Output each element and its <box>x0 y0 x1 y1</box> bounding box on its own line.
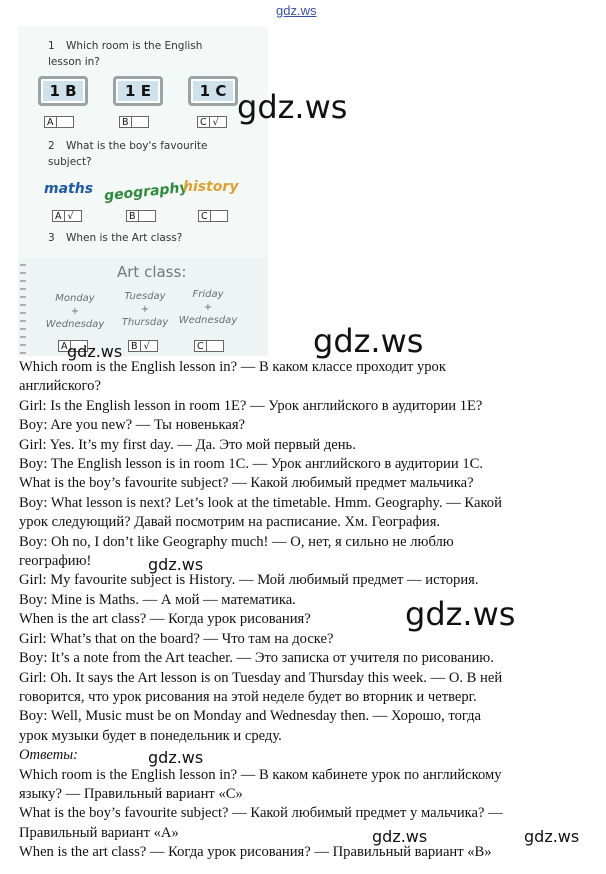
art-option-c: Friday + Wednesday <box>178 289 238 326</box>
text-line: Boy: Well, Music must be on Monday and Wednesday then. — Хорошо, тогда <box>19 708 482 725</box>
q1-answer-box-a: A <box>44 116 74 128</box>
textbook-exercise-image <box>18 26 268 356</box>
question-1: 1 Which room is the English lesson in? <box>48 40 203 68</box>
transcript-text <box>19 358 599 863</box>
watermark: gdz.ws <box>237 88 348 126</box>
watermark: gdz.ws <box>313 322 424 360</box>
art-option-a: Monday + Wednesday <box>45 293 105 330</box>
room-sign-1e: 1 E <box>113 76 163 106</box>
watermark: gdz.ws <box>148 555 204 574</box>
text-line: When is the art class? — Когда урок рисования? <box>19 611 311 628</box>
watermark: gdz.ws <box>405 595 516 633</box>
q2-answer-box-a: A √ <box>52 210 82 222</box>
q1-answer-box-b: B <box>119 116 149 128</box>
watermark: gdz.ws <box>148 748 204 767</box>
text-line: What is the boy’s favourite subject? — Какой любимый предмет мальчика? <box>19 475 474 492</box>
text-line: Girl: Yes. It’s my first day. — Да. Это мой первый день. <box>19 436 356 453</box>
question-2: 2 What is the boy's favourite subject? <box>48 140 208 168</box>
q3-answer-box-b: B √ <box>128 340 158 352</box>
text-line: Boy: Oh no, I don’t like Geography much! — О, нет, я сильно не люблю <box>19 533 454 550</box>
q2-answer-box-c: C <box>198 210 228 222</box>
text-line: урок следующий? Давай посмотрим на расписание. Хм. География. <box>19 514 441 531</box>
art-class-title: Art class: <box>117 263 187 281</box>
text-line: When is the art class? — Когда урок рисования? — Правильный вариант «В» <box>19 844 492 861</box>
text-line: Boy: The English lesson is in room 1C. — Урок английского в аудитории 1С. <box>19 456 484 473</box>
answers-heading: Ответы: <box>19 747 78 764</box>
text-line: географию! <box>19 553 92 570</box>
q3-answer-box-c: C <box>194 340 224 352</box>
text-line: Girl: My favourite subject is History. — Мой любимый предмет — история. <box>19 572 479 589</box>
subject-history-label: history <box>183 179 239 195</box>
text-line: Girl: Oh. It says the Art lesson is on Tuesday and Thursday this week. — О. В ней <box>19 669 503 686</box>
text-line: Boy: Are you new? — Ты новенькая? <box>19 417 246 434</box>
text-line: урок музыки будет в понедельник и среду. <box>19 727 282 744</box>
notebook-spiral <box>20 264 26 354</box>
watermark: gdz.ws <box>67 342 123 361</box>
text-line: говорится, что урок рисования на этой неделе будет во вторник и четверг. <box>19 688 477 705</box>
text-line: английского? <box>19 378 101 395</box>
text-line: Which room is the English lesson in? — В каком классе проходит урок <box>19 359 446 375</box>
q2-answer-box-b: B <box>126 210 156 222</box>
text-line: What is the boy’s favourite subject? — Какой любимый предмет у мальчика? — <box>19 805 503 822</box>
text-line: Boy: It’s a note from the Art teacher. — Это записка от учителя по рисованию. <box>19 650 494 667</box>
question-3: 3 When is the Art class? <box>48 232 183 244</box>
text-line: Правильный вариант «А» <box>19 824 179 841</box>
room-sign-1c: 1 C <box>188 76 238 106</box>
room-sign-1b: 1 B <box>38 76 88 106</box>
top-watermark-link[interactable]: gdz.ws <box>276 3 317 18</box>
art-option-b: Tuesday + Thursday <box>121 291 169 328</box>
text-line: Boy: Mine is Maths. — А мой — математика. <box>19 591 296 608</box>
text-line: Boy: What lesson is next? Let’s look at the timetable. Hmm. Geography. — Какой <box>19 494 502 511</box>
text-line: языку? — Правильный вариант «С» <box>19 785 243 802</box>
subject-maths-label: maths <box>44 181 94 197</box>
watermark: gdz.ws <box>372 827 428 846</box>
watermark: gdz.ws <box>524 827 580 846</box>
q3-answer-box-a: A <box>58 340 88 352</box>
q1-answer-box-c: C √ <box>197 116 227 128</box>
text-line: Girl: What’s that on the board? — Что там на доске? <box>19 630 334 647</box>
subject-geography-label: geography <box>103 179 190 205</box>
text-line: Which room is the English lesson in? — В каком кабинете урок по английскому <box>19 766 502 783</box>
text-line: Girl: Is the English lesson in room 1E? — Урок английского в аудитории 1E? <box>19 397 483 414</box>
